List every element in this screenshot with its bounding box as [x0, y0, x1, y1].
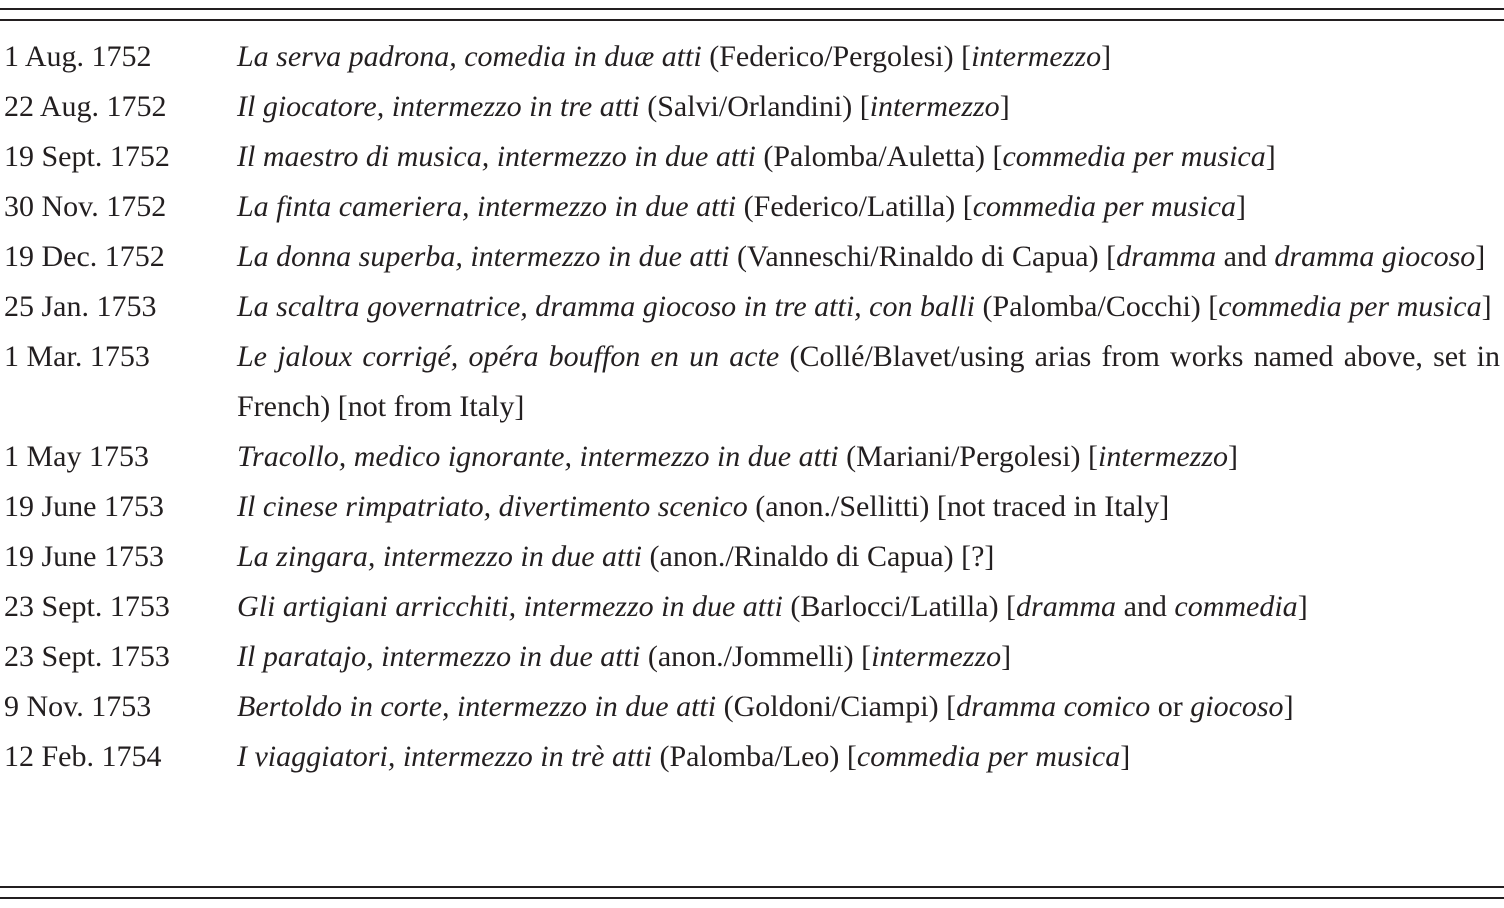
bottom-rule-inner — [0, 886, 1504, 888]
table-row — [0, 132, 1500, 182]
entry-roman-text: ] — [1481, 290, 1492, 323]
entry-roman-text: (Federico/Latilla) [ — [736, 190, 973, 223]
table-row — [0, 332, 1500, 432]
row-date: 30 Nov. 1752 — [4, 190, 167, 223]
entry-roman-text: (anon./Rinaldo di Capua) [?] — [642, 540, 995, 573]
row-date: 23 Sept. 1753 — [4, 590, 170, 623]
entry-roman-text: ] — [1001, 640, 1012, 673]
row-entry — [237, 182, 1500, 232]
entry-roman-text: ] — [1265, 140, 1276, 173]
entry-italic-text: Il cinese rimpatriato, divertimento scenico — [237, 490, 748, 523]
row-date: 19 Dec. 1752 — [4, 240, 165, 273]
entry-italic-text: commedia — [1174, 590, 1298, 623]
entry-roman-text: ] — [1228, 440, 1239, 473]
entry-italic-text: La zingara, intermezzo in due atti — [237, 540, 643, 573]
row-entry — [237, 432, 1500, 482]
table-row — [0, 82, 1500, 132]
entry-italic-text: commedia per musica — [1218, 290, 1482, 323]
entry-roman-text: and — [1116, 590, 1175, 623]
row-entry — [237, 132, 1500, 182]
entry-roman-text: ] — [1120, 740, 1131, 773]
entry-italic-text: giocoso — [1190, 690, 1284, 723]
table-row — [0, 282, 1500, 332]
table-row — [0, 682, 1500, 732]
entry-roman-text: ] — [1235, 190, 1246, 223]
entry-roman-text: ] — [1283, 690, 1294, 723]
row-entry — [237, 32, 1500, 82]
row-entry — [237, 332, 1500, 432]
entry-italic-text: intermezzo — [971, 40, 1102, 73]
entry-italic-text: La scaltra governatrice, dramma giocoso in tre atti, con balli — [237, 290, 976, 323]
entry-roman-text: (Barlocci/Latilla) [ — [782, 590, 1017, 623]
entry-italic-text: La serva padrona, comedia in duæ atti — [237, 40, 702, 73]
row-entry — [237, 232, 1500, 282]
entry-italic-text: Il giocatore, intermezzo in tre atti — [237, 90, 640, 123]
top-rule-outer — [0, 8, 1504, 10]
row-date: 19 June 1753 — [4, 490, 164, 523]
entry-italic-text: dramma — [1016, 590, 1117, 623]
entry-italic-text: commedia per musica — [856, 740, 1121, 773]
row-entry — [237, 732, 1500, 782]
entry-italic-text: dramma — [1116, 240, 1217, 273]
row-entry — [237, 532, 1500, 582]
entry-roman-text: and — [1216, 240, 1275, 273]
table-row — [0, 732, 1500, 782]
row-date: 25 Jan. 1753 — [4, 290, 157, 323]
entry-roman-text: (Palomba/Leo) [ — [651, 740, 857, 773]
entry-roman-text: (Mariani/Pergolesi) [ — [838, 440, 1099, 473]
table-row — [0, 432, 1500, 482]
performance-table — [0, 32, 1500, 782]
row-date: 23 Sept. 1753 — [4, 640, 170, 673]
top-rule-inner — [0, 19, 1504, 21]
entry-roman-text: (Federico/Pergolesi) [ — [701, 40, 972, 73]
row-date: 22 Aug. 1752 — [4, 90, 167, 123]
entry-italic-text: commedia per musica — [972, 190, 1236, 223]
entry-italic-text: La finta cameriera, intermezzo in due atti — [237, 190, 737, 223]
row-date: 19 Sept. 1752 — [4, 140, 170, 173]
row-entry — [237, 282, 1500, 332]
row-entry — [237, 582, 1500, 632]
entry-roman-text: or — [1150, 690, 1191, 723]
table-row — [0, 582, 1500, 632]
entry-italic-text: Tracollo, medico ignorante, intermezzo in due atti — [237, 440, 839, 473]
row-date: 1 May 1753 — [4, 440, 149, 473]
entry-roman-text: (Salvi/Orlandini) [ — [639, 90, 870, 123]
entry-roman-text: (anon./Sellitti) [not traced in Italy] — [747, 490, 1170, 523]
entry-italic-text: dramma giocoso — [1274, 240, 1476, 273]
entry-italic-text: Gli artigiani arricchiti, intermezzo in due atti — [237, 590, 783, 623]
entry-italic-text: intermezzo — [871, 640, 1002, 673]
entry-italic-text: commedia per musica — [1002, 140, 1266, 173]
table-row — [0, 232, 1500, 282]
row-date: 1 Aug. 1752 — [4, 40, 152, 73]
entry-roman-text: ] — [1101, 40, 1112, 73]
row-date: 1 Mar. 1753 — [4, 340, 150, 373]
entry-italic-text: La donna superba, intermezzo in due atti — [237, 240, 730, 273]
table-row — [0, 532, 1500, 582]
entry-roman-text: (Palomba/Auletta) [ — [755, 140, 1003, 173]
row-entry — [237, 682, 1500, 732]
row-entry — [237, 482, 1500, 532]
entry-roman-text: ] — [999, 90, 1010, 123]
table-row — [0, 482, 1500, 532]
entry-italic-text: Il maestro di musica, intermezzo in due atti — [237, 140, 756, 173]
entry-roman-text: ] — [1475, 240, 1486, 273]
entry-roman-text: (Goldoni/Ciampi) [ — [716, 690, 957, 723]
row-date: 19 June 1753 — [4, 540, 164, 573]
entry-italic-text: intermezzo — [869, 90, 1000, 123]
entry-italic-text: intermezzo — [1098, 440, 1229, 473]
table-row — [0, 632, 1500, 682]
entry-italic-text: I viaggiatori, intermezzo in trè atti — [237, 740, 652, 773]
table-row — [0, 32, 1500, 82]
entry-roman-text: ] — [1297, 590, 1308, 623]
row-date: 9 Nov. 1753 — [4, 690, 152, 723]
row-entry — [237, 82, 1500, 132]
entry-italic-text: dramma comico — [956, 690, 1151, 723]
entry-roman-text: (Collé/Blavet/using arias from works named above, set in French) [not from Italy] — [237, 340, 1500, 423]
entry-roman-text: (anon./Jommelli) [ — [640, 640, 872, 673]
row-entry — [237, 632, 1500, 682]
entry-italic-text: Bertoldo in corte, intermezzo in due atti — [237, 690, 717, 723]
table-row — [0, 182, 1500, 232]
entry-italic-text: Il paratajo, intermezzo in due atti — [237, 640, 641, 673]
entry-italic-text: Le jaloux corrigé, opéra bouffon en un acte — [237, 340, 780, 373]
bottom-rule-outer — [0, 897, 1504, 899]
row-date: 12 Feb. 1754 — [4, 740, 162, 773]
entry-roman-text: (Palomba/Cocchi) [ — [975, 290, 1219, 323]
entry-roman-text: (Vanneschi/Rinaldo di Capua) [ — [729, 240, 1117, 273]
